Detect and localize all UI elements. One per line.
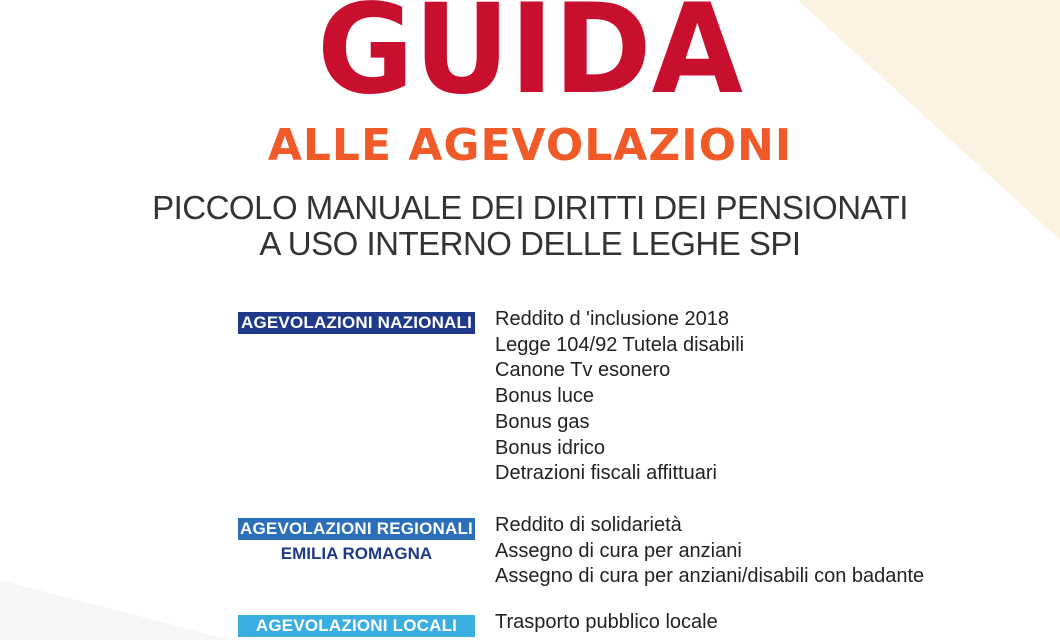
section-regionali xyxy=(238,514,925,588)
section-badge-regionali: AGEVOLAZIONI REGIONALI xyxy=(238,518,475,540)
list-item: Legge 104/92 Tutela disabili xyxy=(495,333,745,356)
list-item: Reddito di solidarietà xyxy=(495,514,682,536)
section-badge-locali: AGEVOLAZIONI LOCALI xyxy=(238,615,475,637)
cover-title: GUIDA xyxy=(317,0,743,122)
tagline-line-1: PICCOLO MANUALE DEI DIRITTI DEI PENSIONATI xyxy=(152,189,908,226)
section-items-locali xyxy=(495,610,718,636)
cover-subtitle: ALLE AGEVOLAZIONI xyxy=(267,120,793,171)
cover-tagline xyxy=(0,190,1060,262)
list-item: Bonus luce xyxy=(495,385,594,408)
list-item: Bonus idrico xyxy=(495,436,606,459)
background-shape-bottom-left xyxy=(0,580,230,640)
section-items-nazionali xyxy=(495,307,744,487)
section-locali xyxy=(238,611,718,637)
list-item: Detrazioni fiscali affittuari xyxy=(495,462,717,485)
list-item: Bonus gas xyxy=(495,410,590,433)
region-label: EMILIA ROMAGNA xyxy=(280,544,433,563)
list-item: Canone Tv esonero xyxy=(495,359,671,382)
list-item: Trasporto pubblico locale xyxy=(495,611,718,633)
section-badge-nazionali: AGEVOLAZIONI NAZIONALI xyxy=(238,312,475,334)
list-item: Assegno di cura per anziani xyxy=(495,539,742,562)
list-item: Reddito d 'inclusione 2018 xyxy=(495,308,729,330)
list-item: Assegno di cura per anziani/disabili con badante xyxy=(495,565,925,588)
section-nazionali xyxy=(238,308,745,485)
tagline-line-2: A USO INTERNO DELLE LEGHE SPI xyxy=(259,225,801,262)
section-items-regionali xyxy=(495,513,924,590)
